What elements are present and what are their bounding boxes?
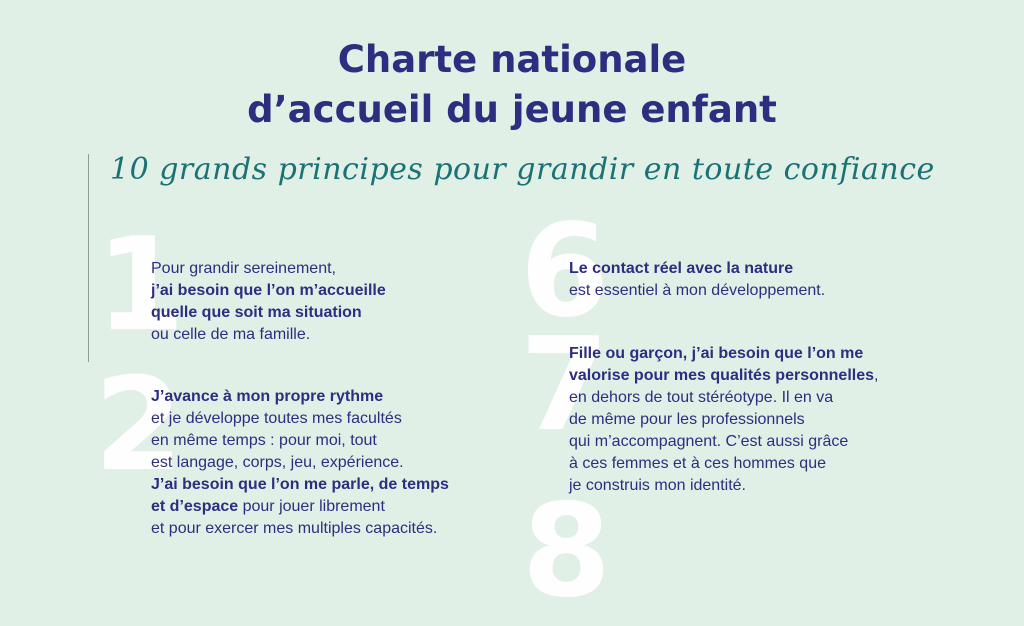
principle-7-line: Fille ou garçon, j’ai besoin que l’on me — [569, 345, 864, 362]
principle-number-8: 8 — [522, 477, 612, 626]
principle-7-text — [569, 343, 878, 497]
page-title-line1: Charte nationale — [337, 38, 687, 81]
principle-7-line: qui m’accompagnent. C’est aussi grâce — [569, 433, 849, 450]
principle-2-text — [151, 386, 449, 540]
principle-1-line: j’ai besoin que l’on m’accueille — [151, 282, 386, 299]
vertical-divider — [88, 154, 89, 362]
subtitle: 10 grands principes pour grandir en toute confiance — [110, 152, 935, 187]
principle-2-line: est langage, corps, jeu, expérience. — [151, 454, 404, 471]
principle-2-line: et pour exercer mes multiples capacités. — [151, 520, 438, 537]
principle-1-line: quelle que soit ma situation — [151, 304, 362, 321]
principle-6-text — [569, 258, 825, 302]
principle-2-line: J’ai besoin que l’on me parle, de temps — [151, 476, 449, 493]
principle-6-line: Le contact réel avec la nature — [569, 260, 794, 277]
principle-1-line: ou celle de ma famille. — [151, 326, 311, 343]
principle-2-line: et d’espace pour jouer librement — [151, 498, 385, 515]
principle-1-line: Pour grandir sereinement, — [151, 260, 336, 277]
principle-7-line: à ces femmes et à ces hommes que — [569, 455, 826, 472]
principle-number-7: 7 — [520, 311, 610, 460]
principle-1-text — [151, 258, 386, 346]
principle-number-2: 2 — [94, 351, 184, 500]
principle-2-line: J’avance à mon propre rythme — [151, 388, 384, 405]
principle-7-line: en dehors de tout stéréotype. Il en va — [569, 389, 834, 406]
principle-6-line: est essentiel à mon développement. — [569, 282, 826, 299]
page-title-line2: d’accueil du jeune enfant — [247, 88, 777, 131]
principle-7-line: je construis mon identité. — [569, 477, 746, 494]
principle-2-line: en même temps : pour moi, tout — [151, 432, 377, 449]
principle-2-line: et je développe toutes mes facultés — [151, 410, 402, 427]
principle-7-line: de même pour les professionnels — [569, 411, 805, 428]
principle-number-6: 6 — [520, 197, 610, 346]
principle-7-line: valorise pour mes qualités personnelles, — [569, 367, 879, 384]
principle-number-1: 1 — [96, 211, 186, 360]
